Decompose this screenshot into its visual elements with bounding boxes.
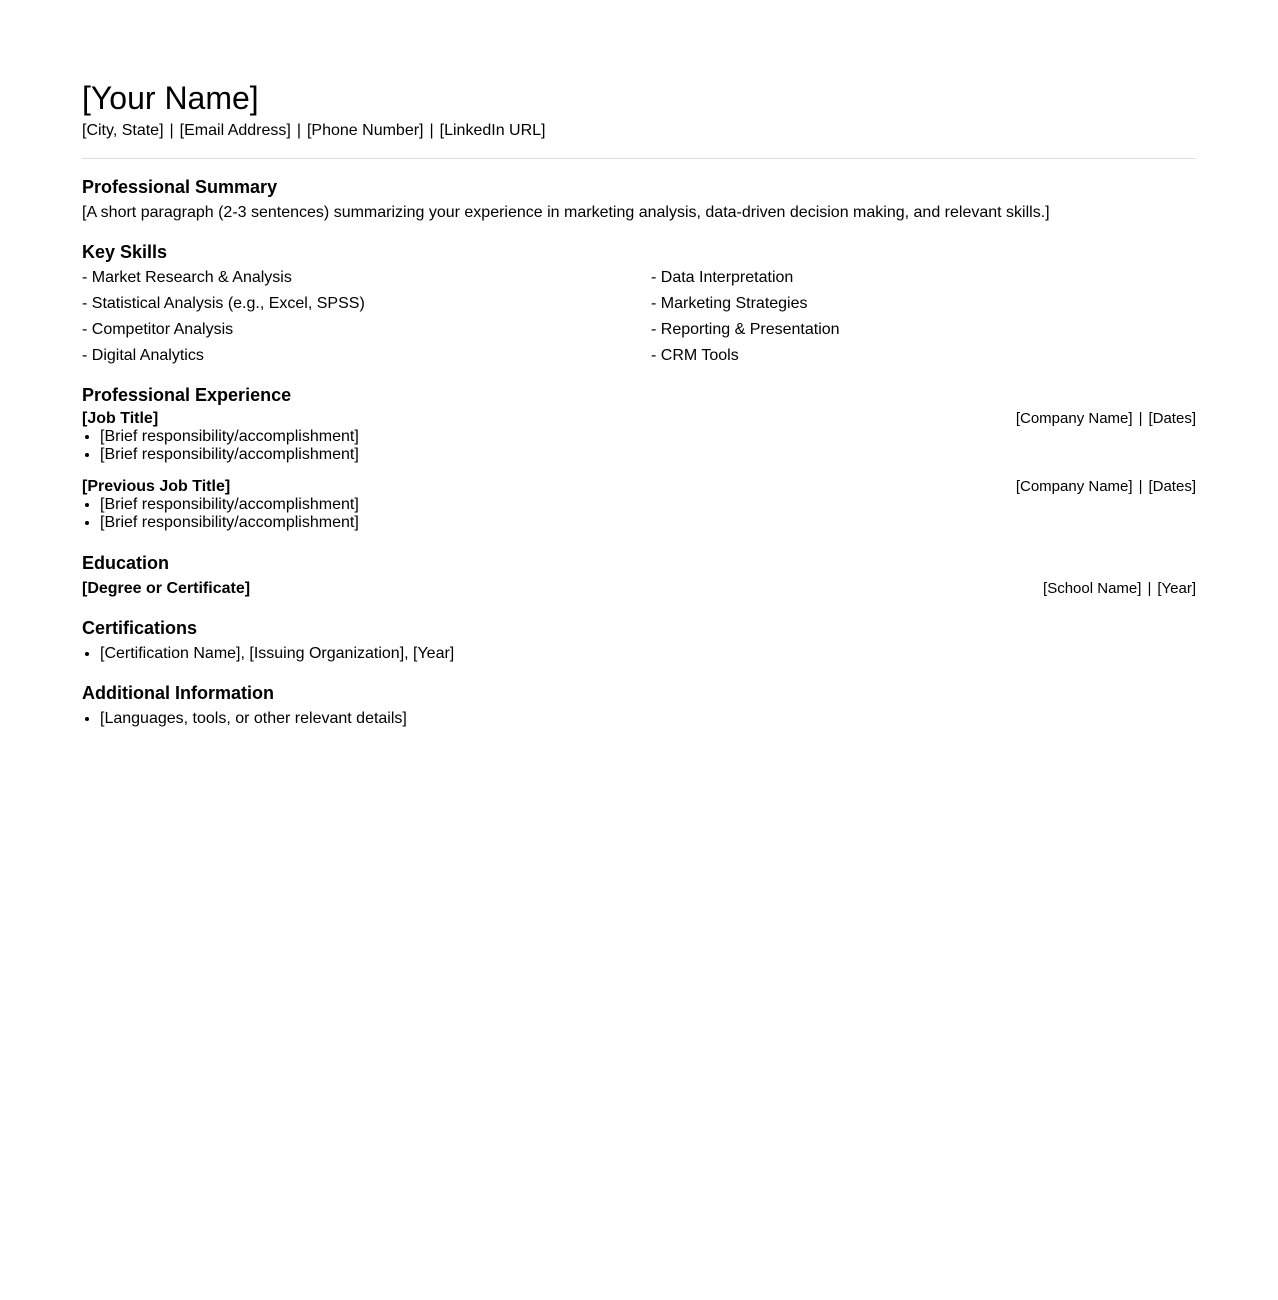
additional-item: • [Languages, tools, or other relevant details] xyxy=(100,708,1196,730)
contact-line xyxy=(82,120,1196,142)
skills-list xyxy=(82,267,1196,367)
additional-list xyxy=(82,708,1196,730)
education-year: [Year] xyxy=(1157,580,1196,597)
job-meta xyxy=(1016,478,1196,496)
education-section xyxy=(82,552,1196,600)
summary-text: [A short paragraph (2-3 sentences) summarizing your experience in marketing analysis, data-driven decision making, and relevant skills.] xyxy=(82,204,1050,221)
header-divider xyxy=(82,158,1196,159)
contact-phone: [Phone Number] xyxy=(306,122,424,139)
summary-title: Professional Summary xyxy=(82,177,278,197)
skill-item: - Marketing Strategies xyxy=(651,295,808,312)
resume-header xyxy=(82,76,1196,142)
skill-item: - Digital Analytics xyxy=(82,347,204,364)
contact-separator: | xyxy=(169,122,174,139)
job-company: [Company Name] xyxy=(1015,410,1133,427)
contact-email: [Email Address] xyxy=(179,122,291,139)
certification-item: • [Certification Name], [Issuing Organization], [Year] xyxy=(100,643,1196,665)
meta-separator: | xyxy=(1138,410,1143,427)
job-bullet: • [Brief responsibility/accomplishment] xyxy=(100,514,1196,532)
skill-item: - Reporting & Presentation xyxy=(651,321,840,338)
skills-title: Key Skills xyxy=(82,242,168,262)
job-title: [Job Title] xyxy=(82,410,159,427)
skill-item: - CRM Tools xyxy=(651,347,739,364)
experience-title: Professional Experience xyxy=(82,385,292,405)
contact-location: [City, State] xyxy=(82,122,164,139)
skill-item: - Competitor Analysis xyxy=(82,321,234,338)
job-bullet: • [Brief responsibility/accomplishment] xyxy=(100,446,1196,464)
certifications-section xyxy=(82,617,1196,665)
job-title: [Previous Job Title] xyxy=(82,478,231,495)
job-entry xyxy=(82,478,1196,532)
certifications-list xyxy=(82,643,1196,665)
job-bullet: • [Brief responsibility/accomplishment] xyxy=(100,496,1196,514)
experience-section xyxy=(82,384,1196,532)
contact-linkedin: [LinkedIn URL] xyxy=(439,122,546,139)
education-school: [School Name] xyxy=(1043,580,1142,597)
job-company: [Company Name] xyxy=(1015,478,1133,495)
contact-separator: | xyxy=(429,122,434,139)
candidate-name: [Your Name] xyxy=(82,80,259,116)
additional-section xyxy=(82,682,1196,730)
meta-separator: | xyxy=(1138,478,1143,495)
job-header xyxy=(82,478,1196,496)
summary-section xyxy=(82,176,1196,224)
job-meta xyxy=(1016,410,1196,428)
skill-item: - Statistical Analysis (e.g., Excel, SPSS) xyxy=(82,295,365,312)
contact-separator: | xyxy=(296,122,301,139)
job-entry xyxy=(82,410,1196,464)
education-entry xyxy=(82,578,1196,600)
skill-item: - Data Interpretation xyxy=(651,269,794,286)
skills-section xyxy=(82,241,1196,367)
job-dates: [Dates] xyxy=(1148,478,1196,495)
education-title: Education xyxy=(82,553,170,573)
certifications-title: Certifications xyxy=(82,618,198,638)
skill-item: - Market Research & Analysis xyxy=(82,269,292,286)
job-bullet: • [Brief responsibility/accomplishment] xyxy=(100,428,1196,446)
education-degree: [Degree or Certificate] xyxy=(82,580,251,597)
job-bullets xyxy=(82,428,1196,464)
education-meta xyxy=(1043,578,1196,600)
additional-title: Additional Information xyxy=(82,683,274,703)
meta-separator: | xyxy=(1147,580,1152,597)
job-header xyxy=(82,410,1196,428)
job-bullets xyxy=(82,496,1196,532)
job-dates: [Dates] xyxy=(1148,410,1196,427)
